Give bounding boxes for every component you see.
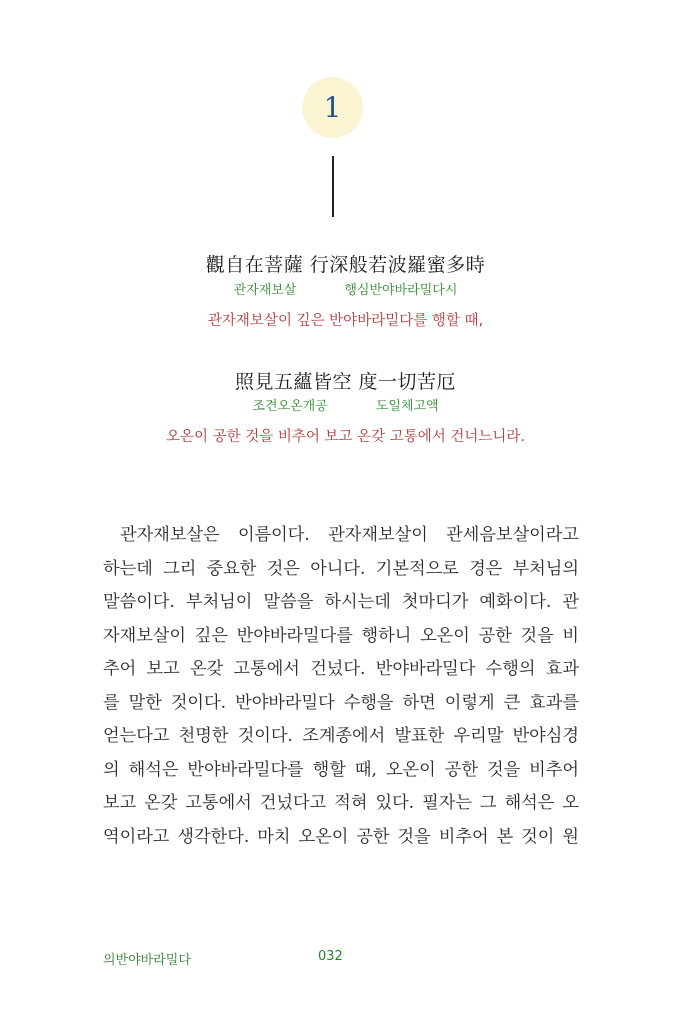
page-number: 032 (318, 949, 343, 964)
verse-2-translation: 오온이 공한 것을 비추어 보고 온갖 고통에서 건너느니라. (165, 429, 526, 445)
body-line: 를 말한 것이다. 반야바라밀다 수행을 하면 이렇게 큰 효과를 (103, 692, 579, 713)
verse-1-reading (0, 279, 691, 298)
body-line: 자재보살이 깊은 반야바라밀다를 행하니 오온이 공한 것을 비 (103, 625, 579, 646)
body-line: 추어 보고 온갖 고통에서 건넜다. 반야바라밀다 수행의 효과 (103, 659, 579, 679)
body-line: 보고 온갖 고통에서 건넜다고 적혀 있다. 필자는 그 해석은 오 (103, 793, 579, 813)
verse-1-reading-a: 관자재보살 (233, 283, 297, 298)
chapter-number: 1 (323, 91, 342, 124)
verse-2-hanja: 照見五蘊皆空 度一切苦厄 (234, 371, 457, 393)
chapter-badge (302, 77, 363, 138)
verse-2-reading (0, 395, 691, 414)
verse-2-reading-b: 도일체고액 (375, 399, 439, 414)
body-line: 역이라고 생각한다. 마치 오온이 공한 것을 비추어 본 것이 원 (103, 826, 579, 847)
footer-book-title: 의반야바라밀다 (103, 953, 191, 968)
verse-1-hanja: 觀自在菩薩 行深般若波羅蜜多時 (205, 254, 486, 276)
body-line: 관자재보살은 이름이다. 관자재보살이 관세음보살이라고 (120, 525, 579, 545)
body-line: 얻는다고 천명한 것이다. 조계종에서 발표한 우리말 반야심경 (103, 726, 579, 746)
body-line: 하는데 그리 중요한 것은 아니다. 기본적으로 경은 부처님의 (103, 558, 579, 579)
body-line: 말씀이다. 부처님이 말씀을 하시는데 첫마디가 예화이다. 관 (103, 592, 579, 612)
body-paragraph (103, 519, 579, 854)
divider-line (332, 156, 334, 217)
body-line: 의 해석은 반야바라밀다를 행할 때, 오온이 공한 것을 비추어 (103, 759, 579, 780)
verse-1-reading-b: 행심반야바라밀다시 (344, 283, 458, 298)
verse-1-translation: 관자재보살이 깊은 반야바라밀다를 행할 때, (207, 313, 484, 329)
verse-2-reading-a: 조견오온개공 (252, 399, 328, 414)
